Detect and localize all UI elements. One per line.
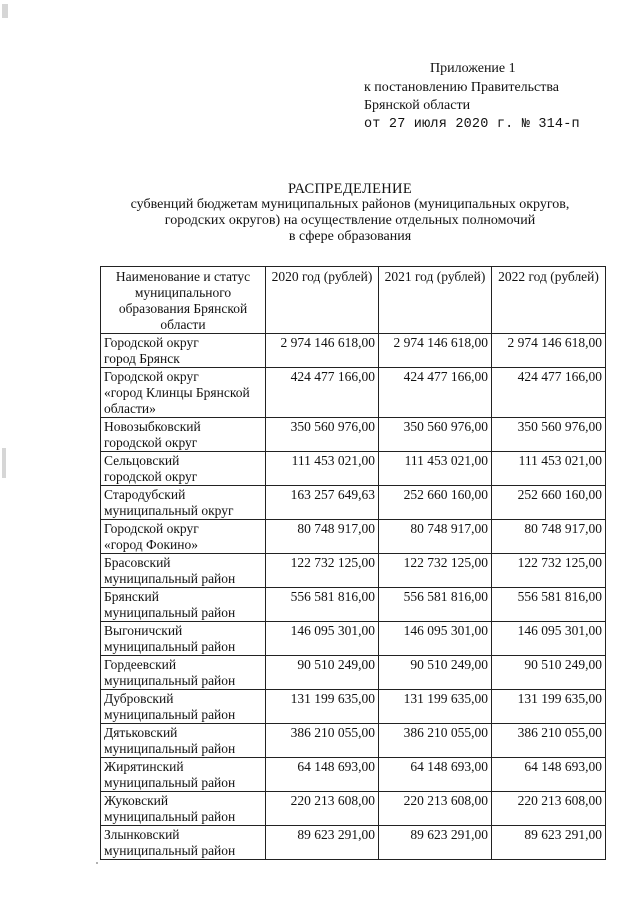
row-name-cell: Стародубский муниципальный округ <box>101 486 266 520</box>
appendix-title: Приложение 1 <box>430 61 516 76</box>
column-header-2022: 2022 год (рублей) <box>492 267 606 334</box>
row-value-2022: 111 453 021,00 <box>492 452 606 486</box>
row-value-2021: 122 732 125,00 <box>379 554 492 588</box>
row-value-2022: 64 148 693,00 <box>492 758 606 792</box>
scan-edge-mark <box>2 448 6 478</box>
table-body <box>101 334 606 860</box>
table-row <box>101 520 606 554</box>
row-value-2022: 220 213 608,00 <box>492 792 606 826</box>
row-value-2021: 350 560 976,00 <box>379 418 492 452</box>
table-row <box>101 622 606 656</box>
row-value-2022: 90 510 249,00 <box>492 656 606 690</box>
row-value-2022: 122 732 125,00 <box>492 554 606 588</box>
row-name-cell: Жирятинский муниципальный район <box>101 758 266 792</box>
row-value-2022: 131 199 635,00 <box>492 690 606 724</box>
table-row <box>101 452 606 486</box>
document-heading <box>70 181 630 245</box>
table-row <box>101 334 606 368</box>
row-value-2020: 350 560 976,00 <box>266 418 379 452</box>
row-value-2021: 220 213 608,00 <box>379 792 492 826</box>
scan-edge-mark <box>2 4 8 18</box>
table-row <box>101 418 606 452</box>
column-header-name: Наименование и статус муниципального образования Брянской области <box>101 267 266 334</box>
distribution-table <box>100 266 606 860</box>
document-title: РАСПРЕДЕЛЕНИЕ <box>288 181 412 197</box>
appendix-line: Брянской области <box>364 98 471 113</box>
table-row <box>101 588 606 622</box>
row-value-2021: 146 095 301,00 <box>379 622 492 656</box>
appendix-block <box>364 60 580 134</box>
row-value-2022: 386 210 055,00 <box>492 724 606 758</box>
row-name-cell: Городской округ «город Клинцы Брянской области» <box>101 368 266 418</box>
row-value-2021: 64 148 693,00 <box>379 758 492 792</box>
scan-speck <box>96 862 98 864</box>
table-row <box>101 690 606 724</box>
row-name-cell: Брасовский муниципальный район <box>101 554 266 588</box>
row-value-2021: 556 581 816,00 <box>379 588 492 622</box>
row-value-2020: 89 623 291,00 <box>266 826 379 860</box>
row-value-2021: 111 453 021,00 <box>379 452 492 486</box>
row-name-cell: Брянский муниципальный район <box>101 588 266 622</box>
table-row <box>101 486 606 520</box>
row-value-2022: 80 748 917,00 <box>492 520 606 554</box>
row-name-cell: Городской округ «город Фокино» <box>101 520 266 554</box>
column-header-2020: 2020 год (рублей) <box>266 267 379 334</box>
row-value-2022: 252 660 160,00 <box>492 486 606 520</box>
table-row <box>101 656 606 690</box>
row-name-cell: Выгоничский муниципальный район <box>101 622 266 656</box>
row-value-2020: 111 453 021,00 <box>266 452 379 486</box>
row-value-2020: 80 748 917,00 <box>266 520 379 554</box>
table-row <box>101 792 606 826</box>
row-name-cell: Сельцовский городской округ <box>101 452 266 486</box>
row-value-2020: 386 210 055,00 <box>266 724 379 758</box>
row-value-2021: 90 510 249,00 <box>379 656 492 690</box>
row-value-2020: 556 581 816,00 <box>266 588 379 622</box>
row-name-cell: Городской округ город Брянск <box>101 334 266 368</box>
row-name-cell: Злынковский муниципальный район <box>101 826 266 860</box>
row-value-2021: 2 974 146 618,00 <box>379 334 492 368</box>
row-value-2021: 89 623 291,00 <box>379 826 492 860</box>
row-value-2021: 131 199 635,00 <box>379 690 492 724</box>
heading-line: субвенций бюджетам муниципальных районов (муниципальных округов, <box>130 197 570 212</box>
row-name-cell: Новозыбковский городской округ <box>101 418 266 452</box>
heading-line: городских округов) на осуществление отдельных полномочий <box>164 213 536 228</box>
appendix-date-number: от 27 июля 2020 г. № 314-п <box>364 116 580 132</box>
row-value-2021: 386 210 055,00 <box>379 724 492 758</box>
table-row <box>101 758 606 792</box>
row-value-2022: 146 095 301,00 <box>492 622 606 656</box>
row-value-2020: 424 477 166,00 <box>266 368 379 418</box>
heading-line: в сфере образования <box>288 229 412 244</box>
row-value-2022: 424 477 166,00 <box>492 368 606 418</box>
appendix-line: к постановлению Правительства <box>364 79 560 95</box>
row-value-2020: 2 974 146 618,00 <box>266 334 379 368</box>
row-value-2020: 220 213 608,00 <box>266 792 379 826</box>
row-value-2021: 424 477 166,00 <box>379 368 492 418</box>
row-value-2020: 90 510 249,00 <box>266 656 379 690</box>
row-value-2022: 556 581 816,00 <box>492 588 606 622</box>
row-name-cell: Гордеевский муниципальный район <box>101 656 266 690</box>
row-value-2021: 252 660 160,00 <box>379 486 492 520</box>
row-value-2020: 131 199 635,00 <box>266 690 379 724</box>
row-value-2020: 122 732 125,00 <box>266 554 379 588</box>
table-row <box>101 554 606 588</box>
row-value-2022: 2 974 146 618,00 <box>492 334 606 368</box>
row-value-2022: 350 560 976,00 <box>492 418 606 452</box>
row-value-2020: 146 095 301,00 <box>266 622 379 656</box>
row-name-cell: Дубровский муниципальный район <box>101 690 266 724</box>
table-row <box>101 826 606 860</box>
row-value-2022: 89 623 291,00 <box>492 826 606 860</box>
table-header-row <box>101 267 606 334</box>
table-row <box>101 724 606 758</box>
column-header-2021: 2021 год (рублей) <box>379 267 492 334</box>
row-value-2021: 80 748 917,00 <box>379 520 492 554</box>
row-value-2020: 163 257 649,63 <box>266 486 379 520</box>
row-name-cell: Жуковский муниципальный район <box>101 792 266 826</box>
row-name-cell: Дятьковский муниципальный район <box>101 724 266 758</box>
row-value-2020: 64 148 693,00 <box>266 758 379 792</box>
table-row <box>101 368 606 418</box>
